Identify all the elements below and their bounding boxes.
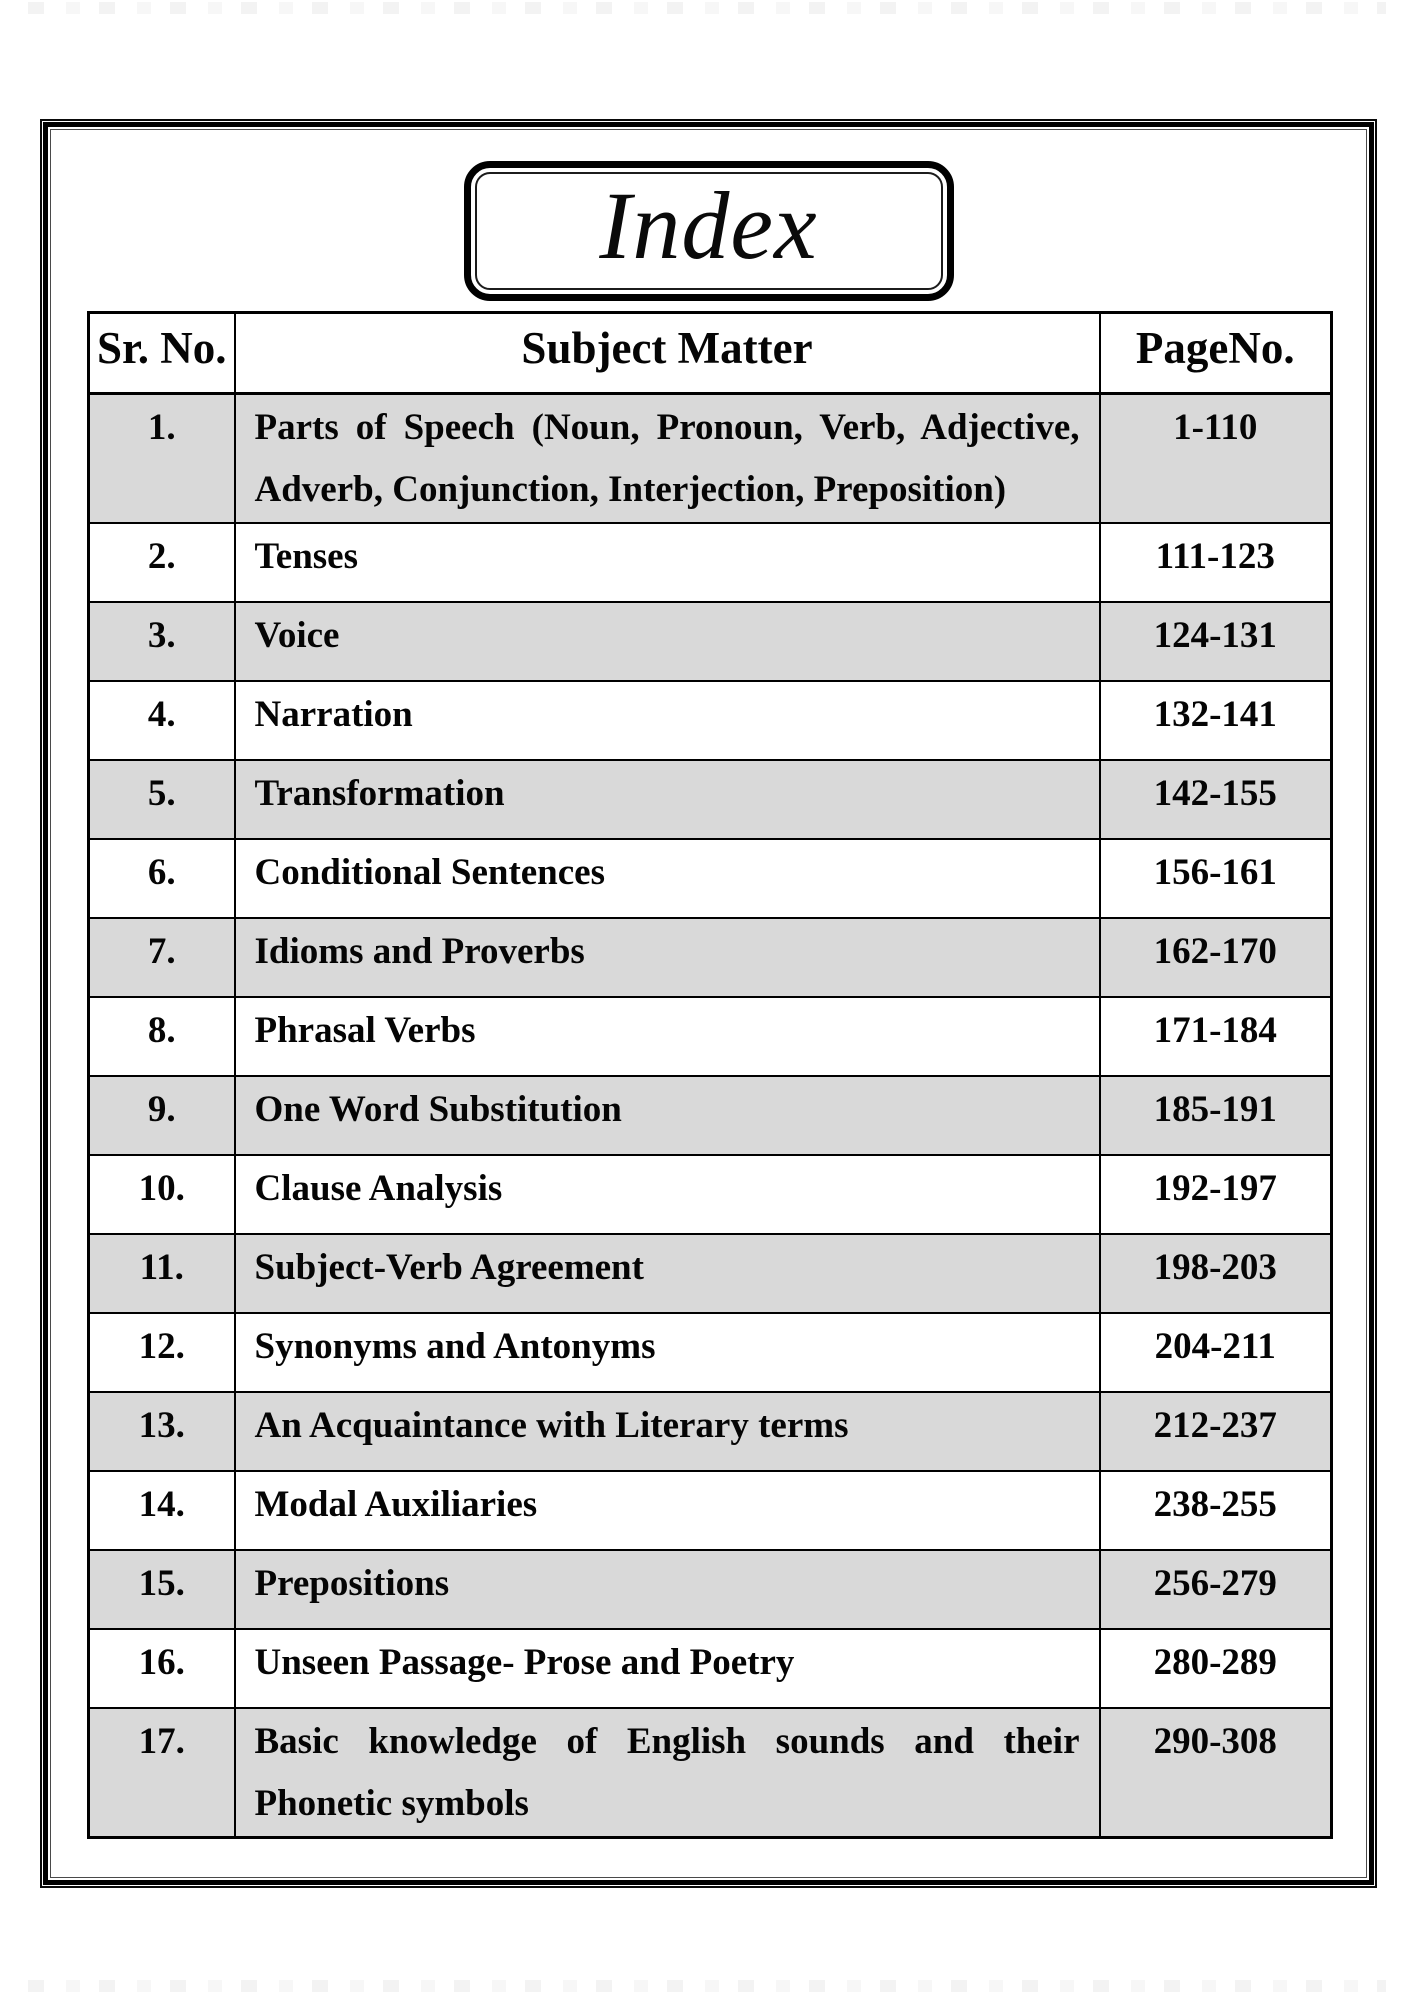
page-no-cell: 171-184 xyxy=(1100,997,1332,1076)
subject-cell: An Acquaintance with Literary terms xyxy=(235,1392,1100,1471)
index-title-box xyxy=(464,161,954,301)
sr-no-cell: 16. xyxy=(89,1629,235,1708)
page-no-cell: 256-279 xyxy=(1100,1550,1332,1629)
sr-no-cell: 1. xyxy=(89,394,235,524)
table-row xyxy=(89,602,1332,681)
sr-no-cell: 11. xyxy=(89,1234,235,1313)
subject-cell: Voice xyxy=(235,602,1100,681)
table-row xyxy=(89,1629,1332,1708)
sr-no-cell: 4. xyxy=(89,681,235,760)
table-row xyxy=(89,1076,1332,1155)
subject-cell: Narration xyxy=(235,681,1100,760)
page-no-cell: 162-170 xyxy=(1100,918,1332,997)
page-no-cell: 198-203 xyxy=(1100,1234,1332,1313)
table-row xyxy=(89,1392,1332,1471)
table-row xyxy=(89,1234,1332,1313)
table-row xyxy=(89,681,1332,760)
page-no-cell: 124-131 xyxy=(1100,602,1332,681)
subject-cell: Tenses xyxy=(235,523,1100,602)
page-title: Index xyxy=(599,172,818,279)
sr-no-cell: 5. xyxy=(89,760,235,839)
sr-no-cell: 15. xyxy=(89,1550,235,1629)
page-no-cell: 156-161 xyxy=(1100,839,1332,918)
sr-no-cell: 6. xyxy=(89,839,235,918)
table-row xyxy=(89,394,1332,524)
page-no-cell: 142-155 xyxy=(1100,760,1332,839)
scan-artifact-bottom xyxy=(28,1980,1386,1992)
scan-artifact-top xyxy=(28,2,1386,14)
col-header-page-no: PageNo. xyxy=(1100,313,1332,394)
page-no-cell: 212-237 xyxy=(1100,1392,1332,1471)
subject-cell: One Word Substitution xyxy=(235,1076,1100,1155)
subject-cell: Subject-Verb Agreement xyxy=(235,1234,1100,1313)
index-title-box-inner xyxy=(475,172,943,290)
index-table-body xyxy=(89,394,1332,1838)
page-no-cell: 111-123 xyxy=(1100,523,1332,602)
subject-cell: Synonyms and Antonyms xyxy=(235,1313,1100,1392)
table-row xyxy=(89,918,1332,997)
sr-no-cell: 12. xyxy=(89,1313,235,1392)
table-row xyxy=(89,1471,1332,1550)
table-row xyxy=(89,997,1332,1076)
subject-cell: Parts of Speech (Noun, Pronoun, Verb, Adjective, Adverb, Conjunction, Interjection, Preposition) xyxy=(235,394,1100,524)
table-header-row xyxy=(89,313,1332,394)
table-row xyxy=(89,523,1332,602)
sr-no-cell: 7. xyxy=(89,918,235,997)
page-border-frame xyxy=(40,119,1377,1888)
page-no-cell: 204-211 xyxy=(1100,1313,1332,1392)
subject-cell: Modal Auxiliaries xyxy=(235,1471,1100,1550)
sr-no-cell: 3. xyxy=(89,602,235,681)
sr-no-cell: 13. xyxy=(89,1392,235,1471)
page-no-cell: 290-308 xyxy=(1100,1708,1332,1838)
page-no-cell: 192-197 xyxy=(1100,1155,1332,1234)
table-row xyxy=(89,1313,1332,1392)
sr-no-cell: 10. xyxy=(89,1155,235,1234)
subject-cell: Prepositions xyxy=(235,1550,1100,1629)
subject-cell: Conditional Sentences xyxy=(235,839,1100,918)
subject-cell: Clause Analysis xyxy=(235,1155,1100,1234)
subject-cell: Idioms and Proverbs xyxy=(235,918,1100,997)
subject-cell: Transformation xyxy=(235,760,1100,839)
sr-no-cell: 14. xyxy=(89,1471,235,1550)
page-no-cell: 280-289 xyxy=(1100,1629,1332,1708)
sr-no-cell: 9. xyxy=(89,1076,235,1155)
subject-cell: Basic knowledge of English sounds and their Phonetic symbols xyxy=(235,1708,1100,1838)
table-row xyxy=(89,1708,1332,1838)
sr-no-cell: 17. xyxy=(89,1708,235,1838)
subject-cell: Unseen Passage- Prose and Poetry xyxy=(235,1629,1100,1708)
page-no-cell: 185-191 xyxy=(1100,1076,1332,1155)
table-row xyxy=(89,760,1332,839)
col-header-subject: Subject Matter xyxy=(235,313,1100,394)
table-row xyxy=(89,839,1332,918)
page-no-cell: 238-255 xyxy=(1100,1471,1332,1550)
sr-no-cell: 2. xyxy=(89,523,235,602)
page-no-cell: 132-141 xyxy=(1100,681,1332,760)
subject-cell: Phrasal Verbs xyxy=(235,997,1100,1076)
table-row xyxy=(89,1155,1332,1234)
page-no-cell: 1-110 xyxy=(1100,394,1332,524)
index-table xyxy=(87,311,1333,1839)
col-header-sr-no: Sr. No. xyxy=(89,313,235,394)
table-row xyxy=(89,1550,1332,1629)
sr-no-cell: 8. xyxy=(89,997,235,1076)
